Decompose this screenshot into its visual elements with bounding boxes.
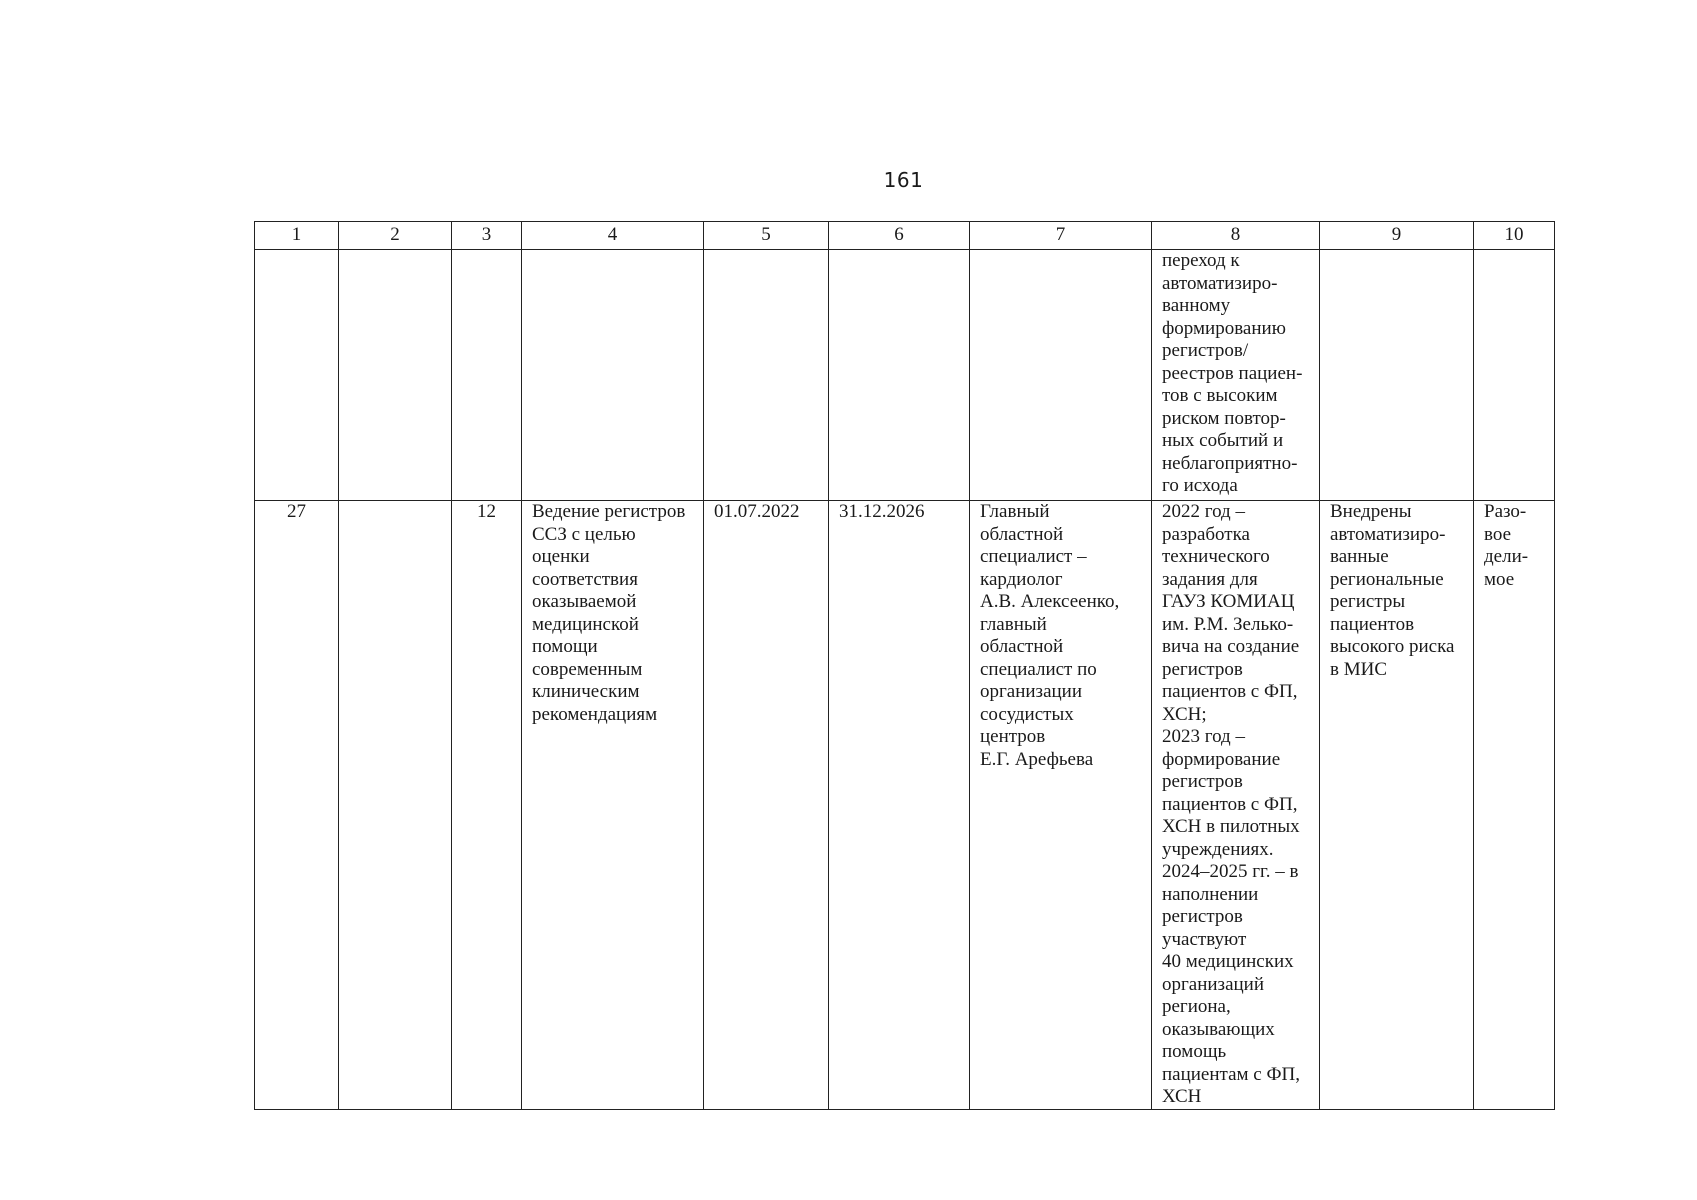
column-header-1: 1 [255,222,339,250]
cell-start-date: 01.07.2022 [704,501,829,1110]
column-header-5: 5 [704,222,829,250]
column-header-7: 7 [970,222,1152,250]
cell-expected-result-continued: переход к автоматизиро- ванному формированию регистров/ реестров пациен- тов с высоким риском повтор- ных событий и неблагоприятно- го исхода [1152,250,1320,501]
cell-empty [829,250,970,501]
cell-end-date: 31.12.2026 [829,501,970,1110]
column-header-9: 9 [1320,222,1474,250]
column-header-3: 3 [452,222,522,250]
cell-col2 [339,501,452,1110]
cell-empty [452,250,522,501]
plan-table [254,221,1555,1110]
column-header-4: 4 [522,222,704,250]
cell-item-number: 12 [452,501,522,1110]
column-header-2: 2 [339,222,452,250]
table-header-row [255,222,1555,250]
table-row-27 [255,501,1555,1110]
cell-empty [970,250,1152,501]
cell-row-number: 27 [255,501,339,1110]
page-number: 161 [883,168,924,192]
cell-empty [704,250,829,501]
column-header-8: 8 [1152,222,1320,250]
cell-type: Разо- вое дели- мое [1474,501,1555,1110]
cell-empty [1320,250,1474,501]
cell-activity-name: Ведение регистров ССЗ с целью оценки соответствия оказываемой медицинской помощи современным клиническим рекомендациям [522,501,704,1110]
cell-expected-result: 2022 год – разработка технического задания для ГАУЗ КОМИАЦ им. Р.М. Зелько- вича на создание регистров пациентов с ФП, ХСН; 2023 год – формирование регистров пациентов с ФП, ХСН в пилотных учреждениях. 2024–2025 гг. – в наполнении регистров участвуют 40 медицинских организаций региона, оказывающих помощь пациентам с ФП, ХСН [1152,501,1320,1110]
cell-responsible: Главный областной специалист – кардиолог А.В. Алексеенко, главный областной специалист по организации сосудистых центров Е.Г. Арефьева [970,501,1152,1110]
cell-indicator: Внедрены автоматизиро- ванные региональные регистры пациентов высокого риска в МИС [1320,501,1474,1110]
table-row-continuation [255,250,1555,501]
cell-empty [339,250,452,501]
cell-empty [1474,250,1555,501]
cell-empty [522,250,704,501]
column-header-10: 10 [1474,222,1555,250]
cell-empty [255,250,339,501]
column-header-6: 6 [829,222,970,250]
